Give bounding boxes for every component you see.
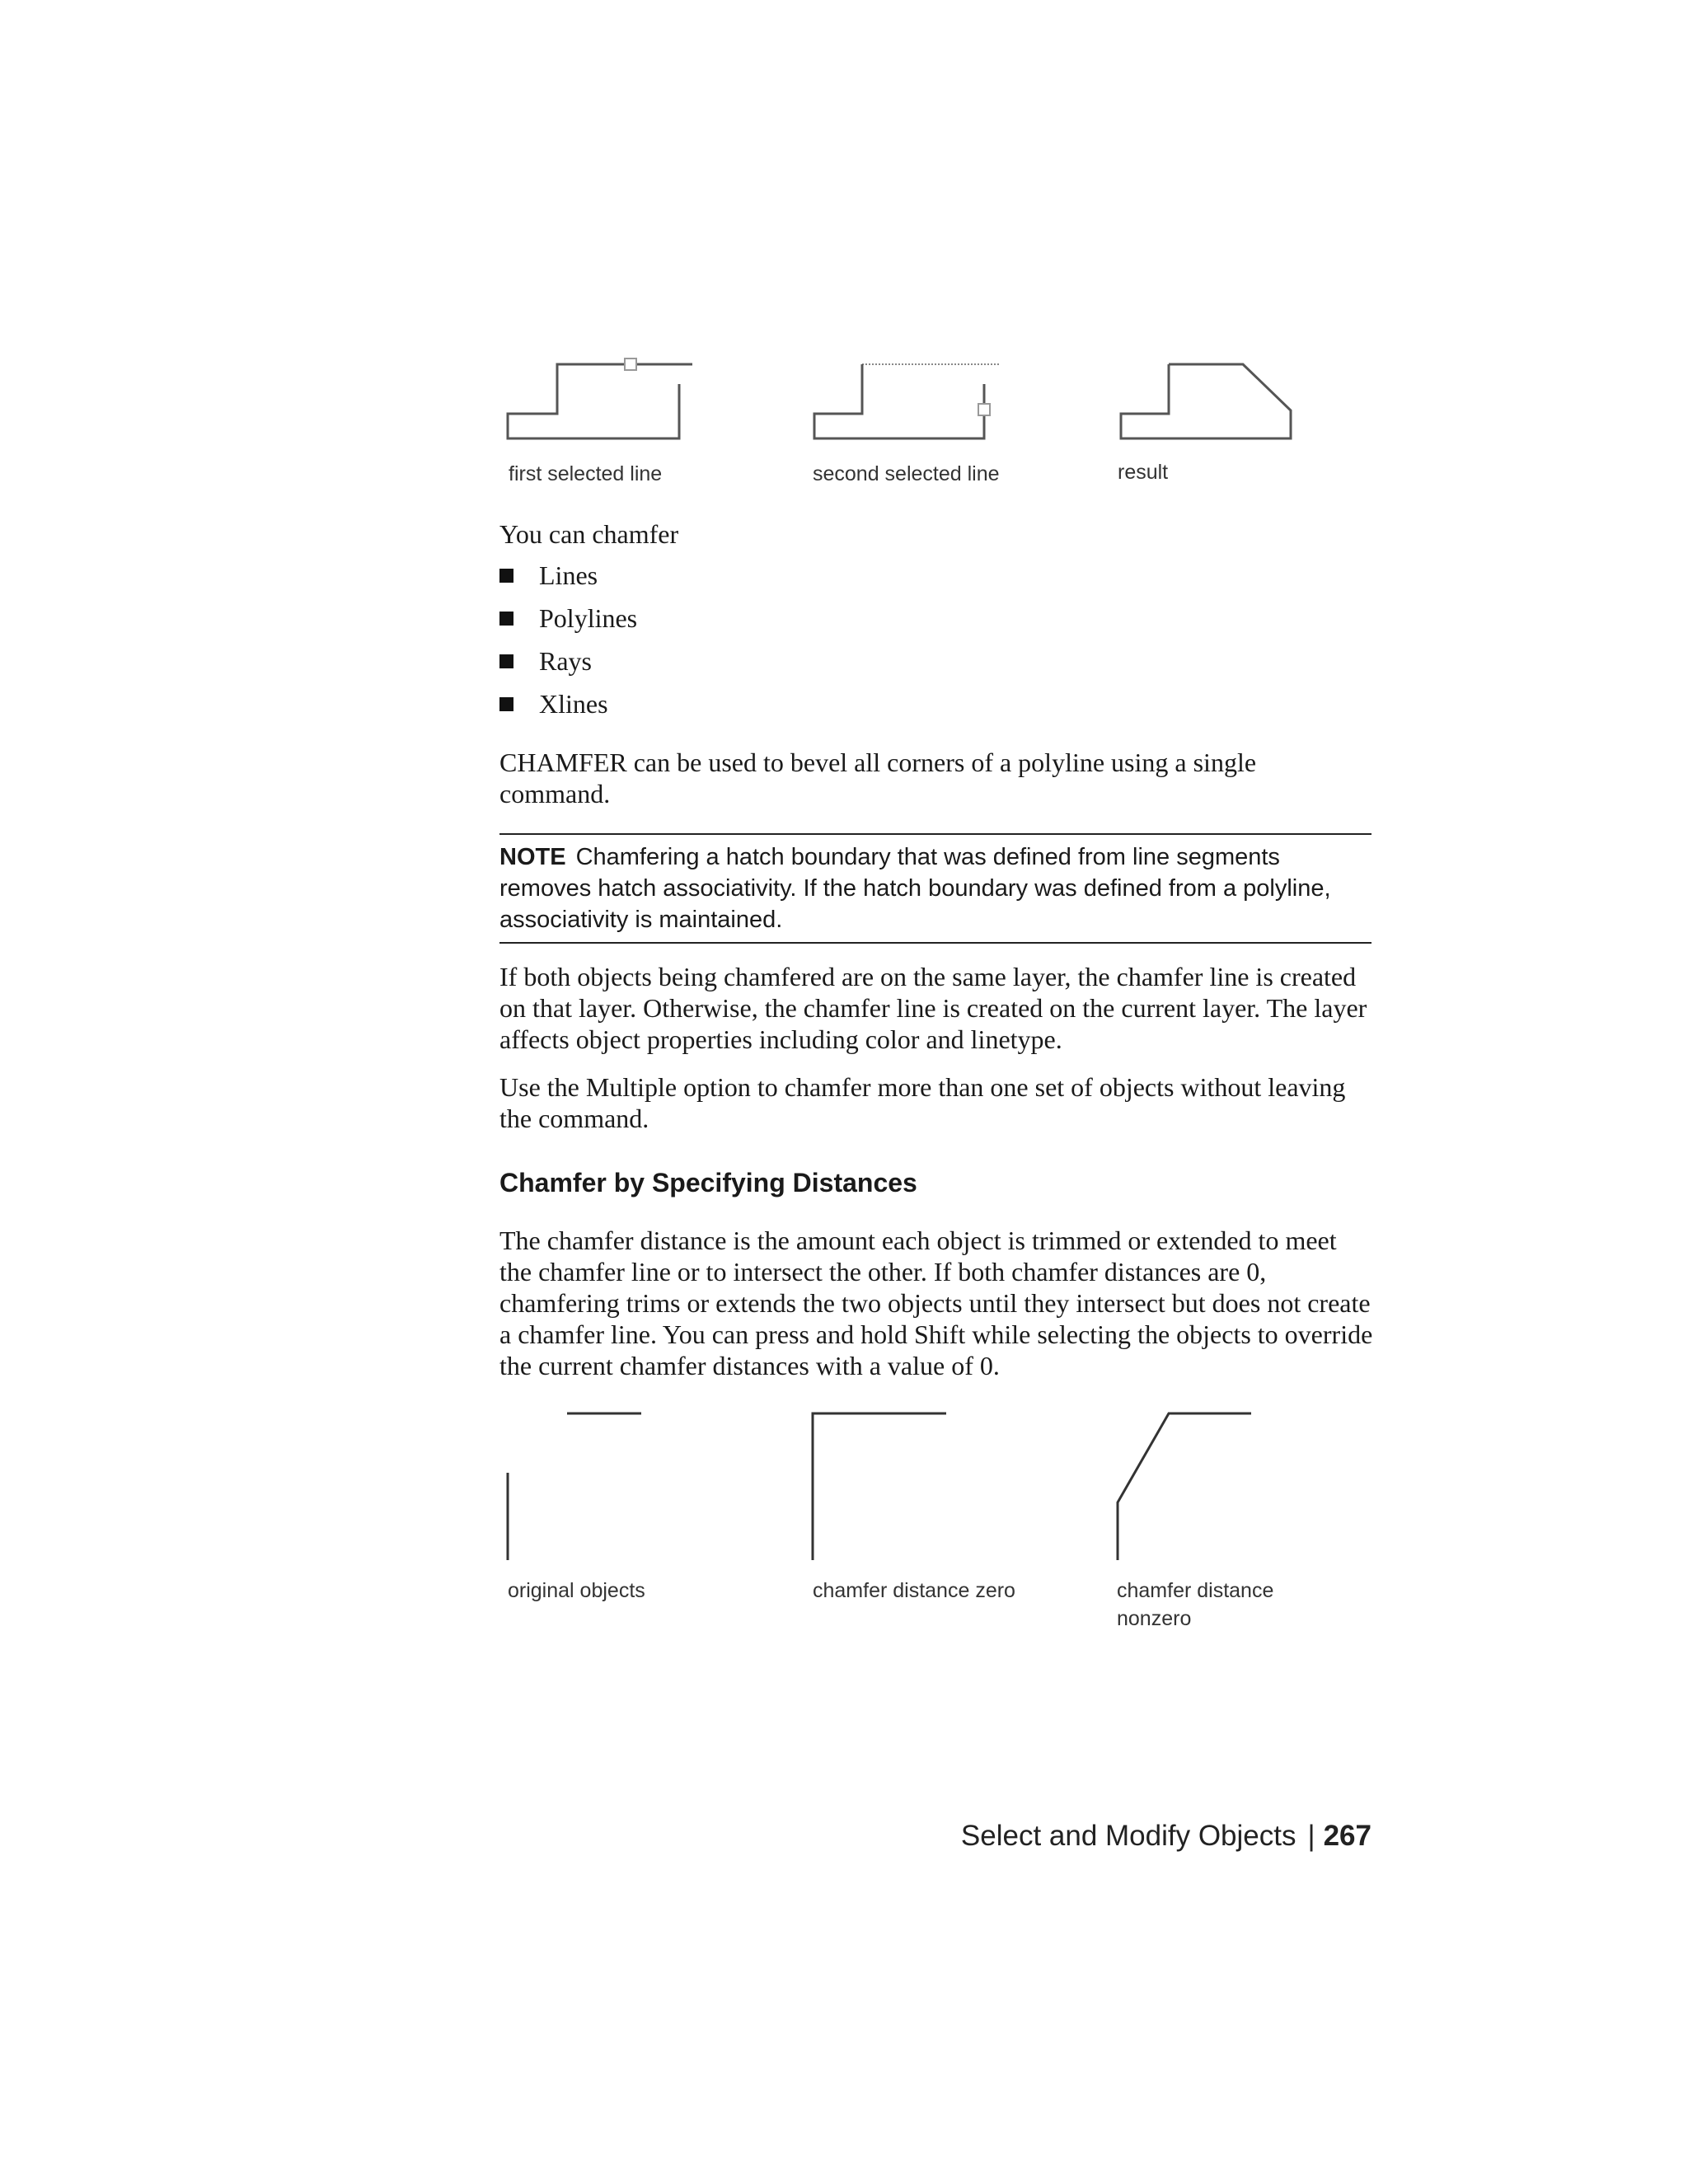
footer-section-title: Select and Modify Objects (960, 1820, 1296, 1852)
paragraph-bevel-polyline: CHAMFER can be used to bevel all corners of a polyline using a single command. (499, 748, 1257, 808)
chamfer-object-list (499, 554, 637, 725)
paragraph-multiple-option: Use the Multiple option to chamfer more than one set of objects without leaving the command. (499, 1072, 1346, 1133)
bullet-square-icon (499, 654, 513, 668)
footer-separator: | (1307, 1820, 1315, 1852)
diagram-original-objects (508, 1413, 641, 1560)
diagram-chamfer-distance-zero (813, 1413, 946, 1560)
figure-2-drawing (495, 1405, 1319, 1570)
paragraph-chamfer-distance: The chamfer distance is the amount each object is trimmed or extended to meet the chamfer line or to intersect the other. If both chamfer distances are 0, chamfering trims or extends the two objects until they intersect but does not create a chamfer line. You can press and hold Shift while selecting the objects to override the current chamfer distances with a value of 0. (499, 1226, 1373, 1380)
bullet-square-icon (499, 612, 513, 626)
intro-text: You can chamfer (499, 519, 679, 549)
list-item: Xlines (499, 682, 637, 725)
selection-marker-icon (978, 404, 990, 415)
bullet-square-icon (499, 569, 513, 583)
diagram-chamfer-distance-nonzero (1118, 1413, 1251, 1560)
selection-marker-icon (625, 359, 636, 370)
paragraph-layer: If both objects being chamfered are on the same layer, the chamfer line is created on that layer. Otherwise, the chamfer line is created on the current layer. The layer affects object properties including color and linetype. (499, 962, 1367, 1054)
caption-result: result (1118, 461, 1169, 484)
section-heading: Chamfer by Specifying Distances (499, 1168, 917, 1197)
list-item: Polylines (499, 597, 637, 640)
figure-chamfer-distances (495, 1405, 1319, 1570)
page-number: 267 (1323, 1820, 1372, 1852)
diagram-result (1121, 364, 1291, 438)
caption-original-objects: original objects (508, 1579, 645, 1602)
note-label: NOTE (499, 844, 566, 870)
note-text: Chamfering a hatch boundary that was defined from line segments removes hatch associativity. If the hatch boundary was defined from a polyline, associativity is maintained. (499, 844, 1331, 933)
list-item: Lines (499, 554, 637, 597)
caption-chamfer-distance-zero: chamfer distance zero (813, 1579, 1015, 1602)
note-box (499, 833, 1372, 944)
list-item: Rays (499, 640, 637, 682)
figure-chamfer-selection (495, 353, 1319, 452)
caption-second-selected-line: second selected line (813, 462, 1000, 485)
page-footer (961, 1820, 1372, 1853)
figure-1-drawing (495, 353, 1319, 452)
bullet-square-icon (499, 697, 513, 711)
diagram-second-selected-line (814, 364, 999, 438)
caption-chamfer-distance-nonzero: chamfer distance nonzero (1117, 1579, 1274, 1630)
diagram-first-selected-line (508, 359, 692, 438)
caption-first-selected-line: first selected line (509, 462, 663, 485)
